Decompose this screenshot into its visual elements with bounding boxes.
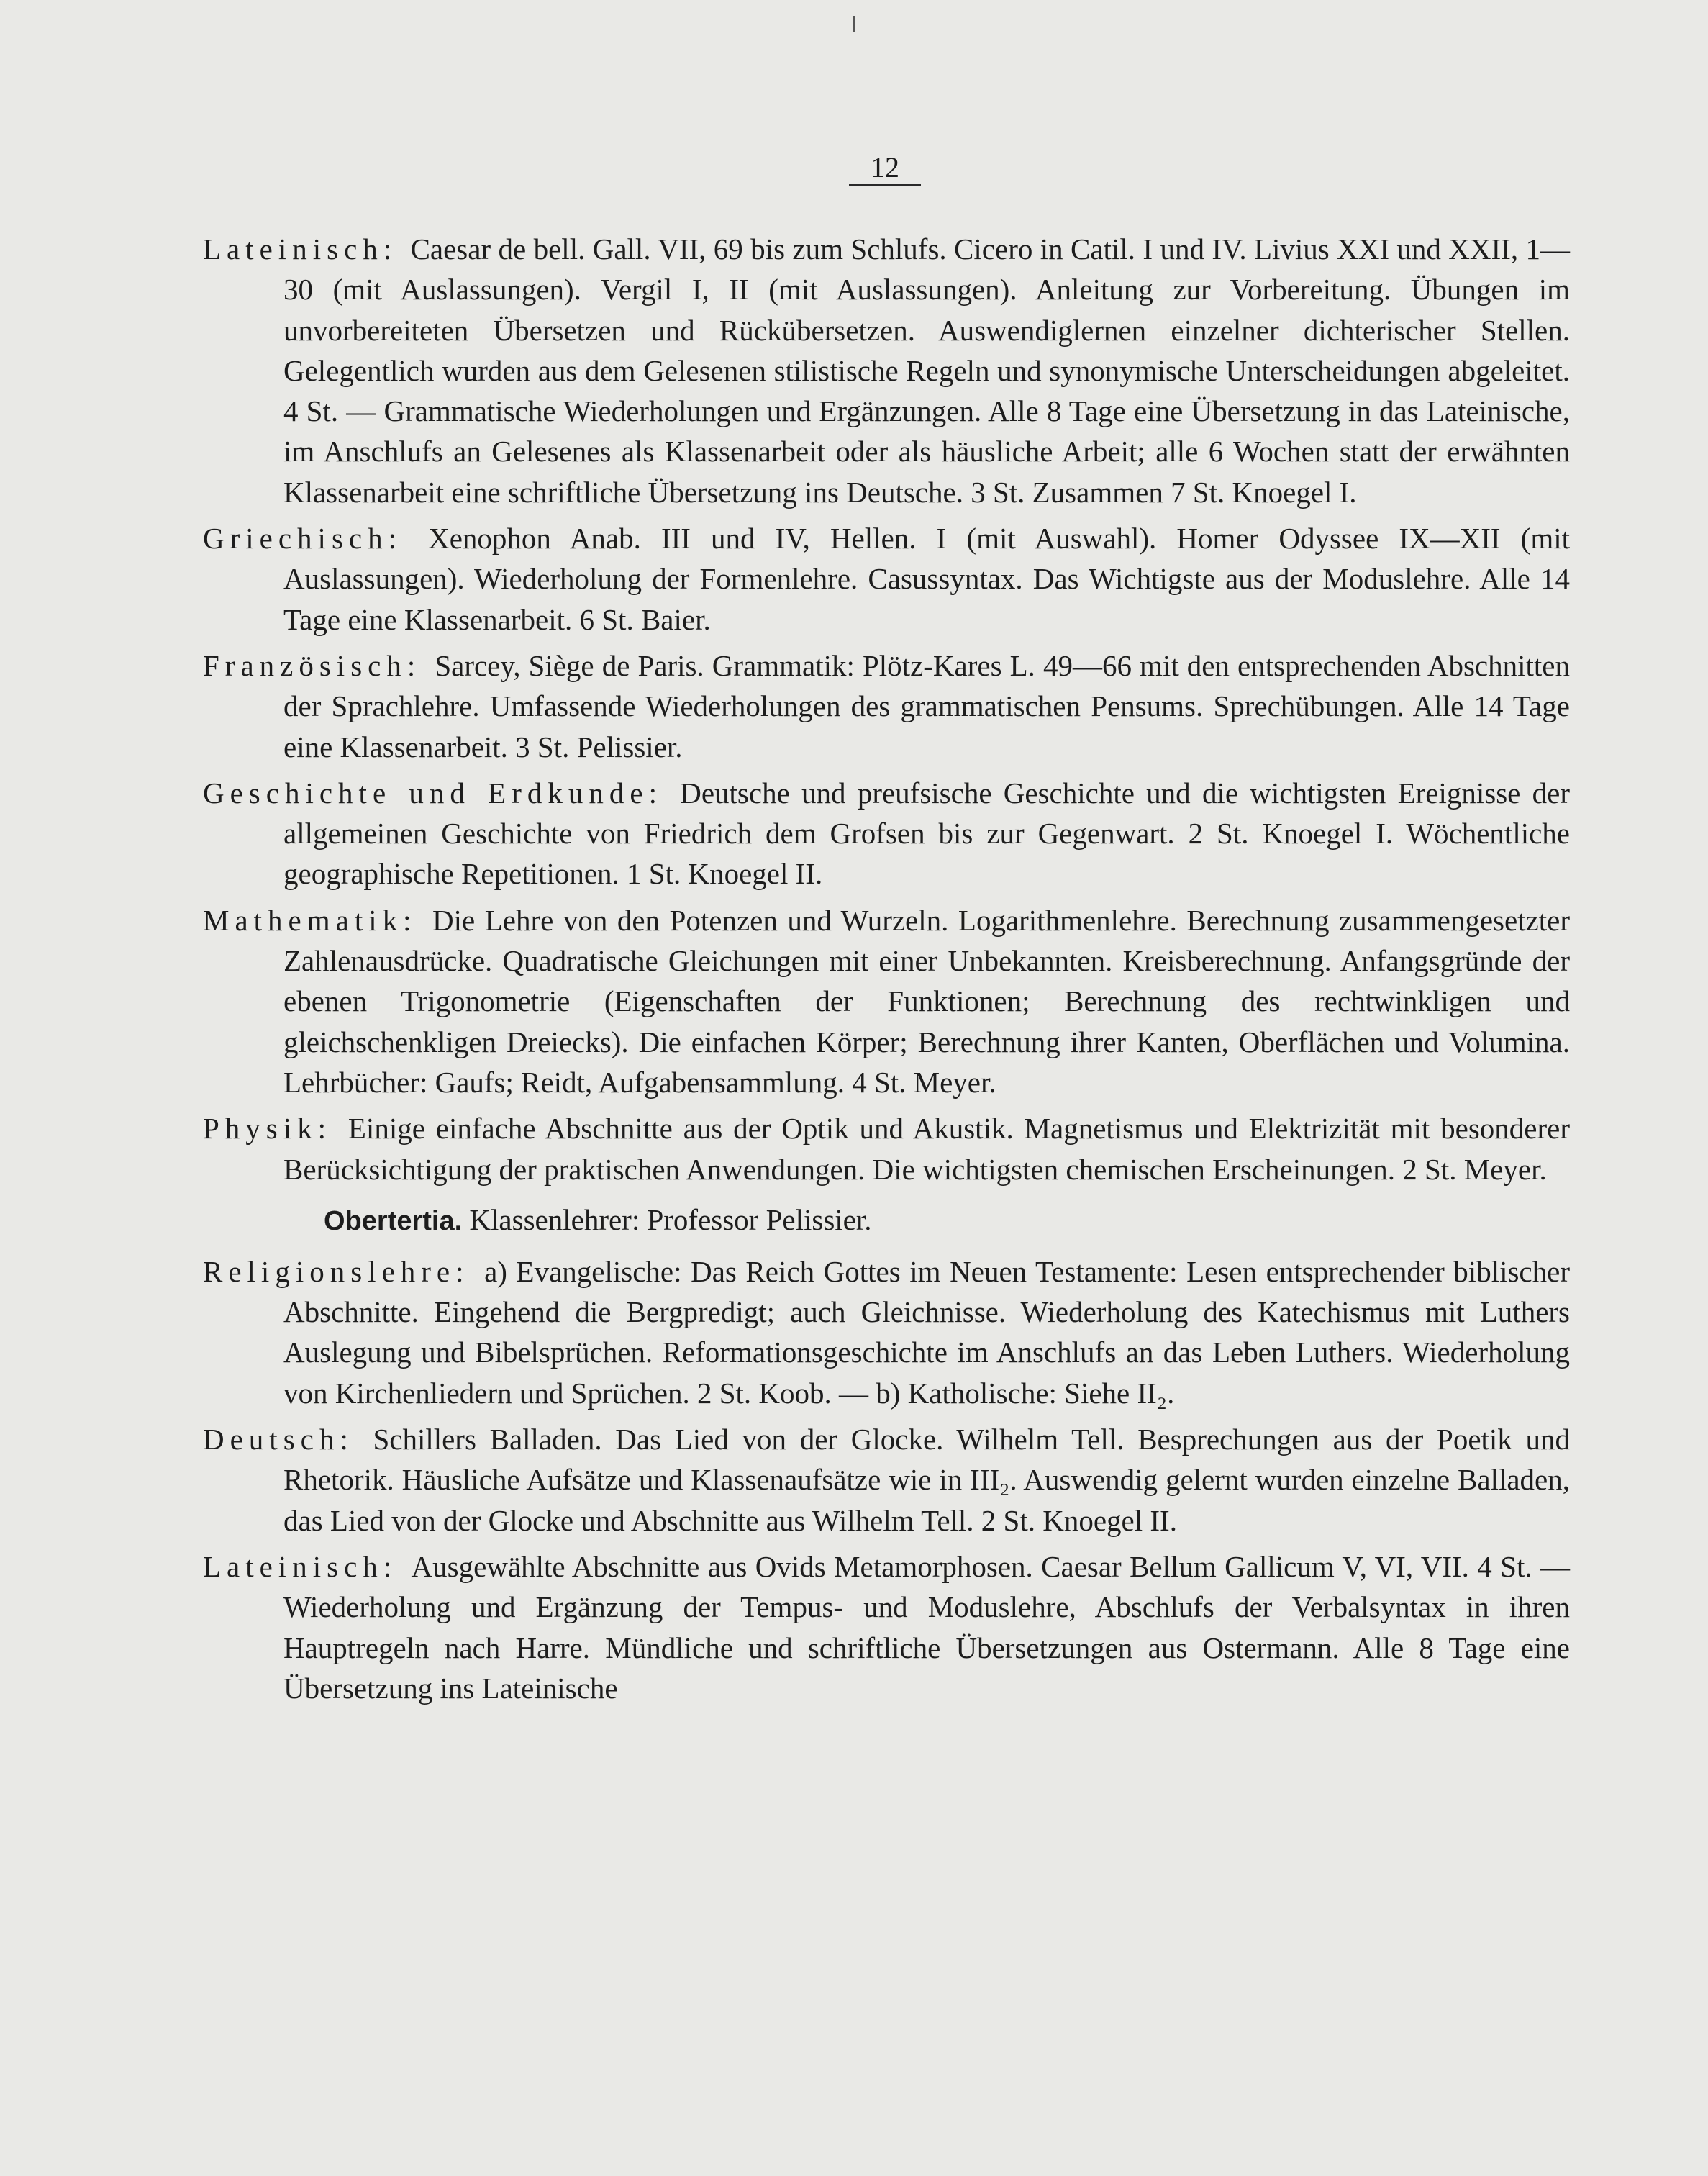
- entry-text: a) Evangelische: Das Reich Gottes im Neuen Testamente: Lesen entsprechender biblischer Abschnitte. Eingehend die Bergpredigt; auch Gleichnisse. Wiederholung des Katechismus mit Luthers Auslegung und Bibelsprüchen. Reformationsgeschichte im Anschlufs an das Leben Luthers. Wiederholung von Kirchenliedern und Sprüchen. 2 St. Koob. — b) Katholische: Siehe II₂.: [283, 1254, 1570, 1410]
- scan-mark: [853, 16, 855, 32]
- entry-geschichte: [203, 773, 1570, 894]
- section-subtitle: Klassenlehrer: Professor Pelissier.: [462, 1202, 872, 1236]
- entry-text: Ausgewählte Abschnitte aus Ovids Metamorphosen. Caesar Bellum Gallicum V, VI, VII. 4 St. — Wiederholung und Ergänzung der Tempus- und Moduslehre, Abschlufs der Verbalsyntax in ihren Hauptregeln nach Harre. Mündliche und schriftliche Übersetzungen aus Ostermann. Alle 8 Tage eine Übersetzung ins Lateinische: [283, 1549, 1570, 1705]
- entry-franzoesisch: [203, 645, 1570, 767]
- entry-text: Deutsche und preufsische Geschichte und die wichtigsten Ereignisse der allgemeinen Geschichte von Friedrich dem Grofsen bis zur Gegenwart. 2 St. Knoegel I. Wöchentliche geographische Repetitionen. 1 St. Knoegel II.: [283, 776, 1570, 891]
- subject-label: Religionslehre:: [203, 1254, 485, 1288]
- entry-text: Die Lehre von den Potenzen und Wurzeln. Logarithmenlehre. Berechnung zusammengesetzter Zahlenausdrücke. Quadratische Gleichungen mit einer Unbekannten. Kreisberechnung. Anfangsgründe der ebenen Trigonometrie (Eigenschaften der Funktionen; Berechnung des rechtwinkligen und gleichschenkligen Dreiecks). Die einfachen Körper; Berechnung ihrer Kanten, Oberflächen und Volumina. Lehrbücher: Gaufs; Reidt, Aufgabensammlung. 4 St. Meyer.: [283, 903, 1571, 1099]
- subject-label: Französisch:: [203, 648, 435, 682]
- subject-label: Lateinisch:: [203, 232, 411, 266]
- entry-griechisch: [203, 518, 1570, 640]
- section-title: Obertertia.: [324, 1205, 463, 1236]
- page-number: 12: [849, 151, 921, 186]
- entry-deutsch: [203, 1419, 1570, 1541]
- entry-text: Caesar de bell. Gall. VII, 69 bis zum Schlufs. Cicero in Catil. I und IV. Livius XXI und XXII, 1—30 (mit Auslassungen). Vergil I, II (mit Auslassungen). Anleitung zur Vorbereitung. Übungen im unvorbereiteten Übersetzen und Rückübersetzen. Auswendiglernen einzelner dichterischer Stellen. Gelegentlich wurden aus dem Gelesenen stilistische Regeln und synonymische Unterscheidungen abgeleitet. 4 St. — Grammatische Wiederholungen und Ergänzungen. Alle 8 Tage eine Übersetzung in das Lateinische, im Anschlufs an Gelesenes als Klassenarbeit oder als häusliche Arbeit; alle 6 Wochen statt der erwähnten Klassenarbeit eine schriftliche Übersetzung ins Deutsche. 3 St. Zusammen 7 St. Knoegel I.: [283, 232, 1570, 509]
- entry-text: Schillers Balladen. Das Lied von der Glocke. Wilhelm Tell. Besprechungen aus der Poetik und Rhetorik. Häusliche Aufsätze und Klassenaufsätze wie in III₂. Auswendig gelernt wurden einzelne Balladen, das Lied von der Glocke und Abschnitte aus Wilhelm Tell. 2 St. Knoegel II.: [283, 1423, 1570, 1537]
- entry-religionslehre: [203, 1251, 1570, 1413]
- entry-mathematik: [203, 900, 1570, 1102]
- page-body: [203, 229, 1570, 1714]
- entry-physik: [203, 1108, 1570, 1189]
- entry-lateinisch-2: [203, 1546, 1570, 1708]
- subject-label: Griechisch:: [203, 522, 429, 556]
- entry-text: Einige einfache Abschnitte aus der Optik und Akustik. Magnetismus und Elektrizität mit besonderer Berücksichtigung der praktischen Anwendungen. Die wichtigsten chemischen Erscheinungen. 2 St. Meyer.: [283, 1112, 1570, 1186]
- entry-lateinisch-1: [203, 229, 1570, 512]
- subject-label: Lateinisch:: [203, 1549, 412, 1583]
- subject-label: Deutsch:: [203, 1423, 373, 1456]
- section-heading-obertertia: [324, 1200, 1570, 1241]
- entry-text: Sarcey, Siège de Paris. Grammatik: Plötz-Kares L. 49—66 mit den entsprechenden Abschnitten der Sprachlehre. Umfassende Wiederholungen des grammatischen Pensums. Sprechübungen. Alle 14 Tage eine Klassenarbeit. 3 St. Pelissier.: [283, 648, 1570, 763]
- entry-text: Xenophon Anab. III und IV, Hellen. I (mit Auswahl). Homer Odyssee IX—XII (mit Auslassungen). Wiederholung der Formenlehre. Casussyntax. Das Wichtigste aus der Moduslehre. Alle 14 Tage eine Klassenarbeit. 6 St. Baier.: [283, 522, 1571, 636]
- subject-label: Mathematik:: [203, 903, 433, 937]
- subject-label: Physik:: [203, 1112, 348, 1146]
- subject-label: Geschichte und Erdkunde:: [203, 776, 681, 810]
